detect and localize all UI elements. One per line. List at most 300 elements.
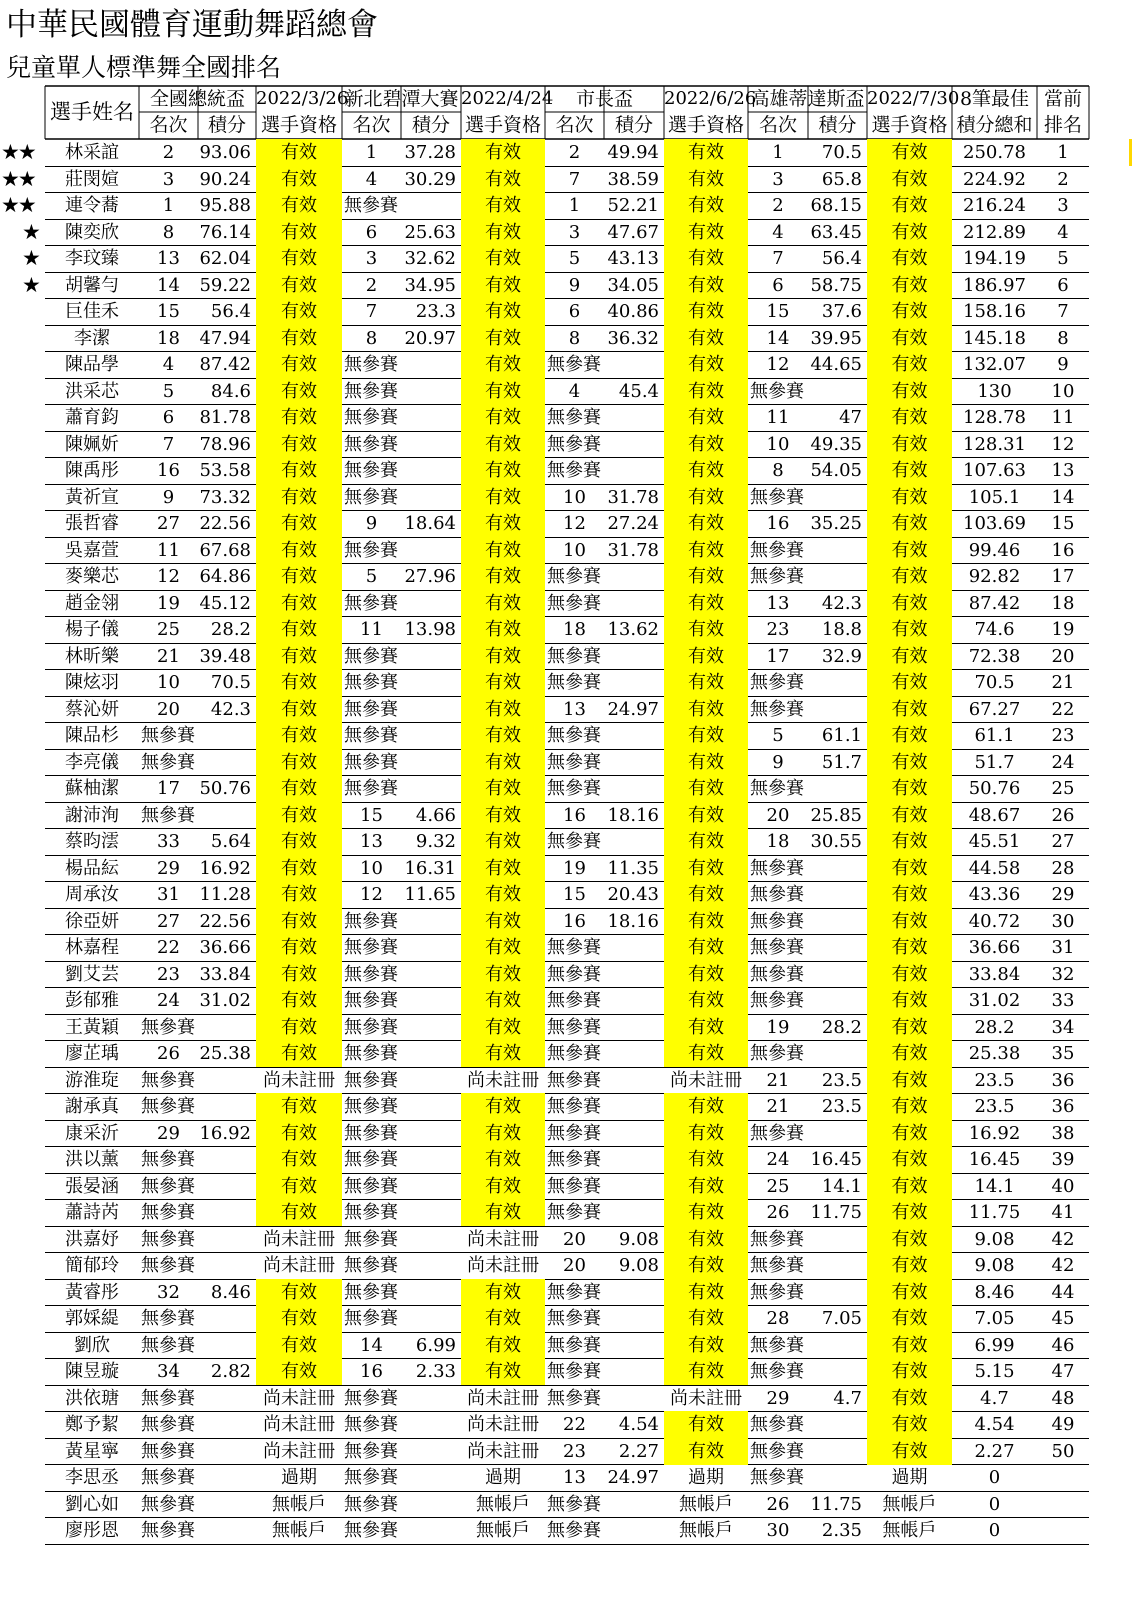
place-cell: 無參賽 [141,1017,195,1038]
score-cell: 25.85 [810,805,862,826]
header-event-name: 全國總統盃 [149,88,245,110]
place-cell: 11 [360,619,383,640]
eligibility-cell: 有效 [461,457,545,484]
place-cell: 無參賽 [141,1096,195,1117]
score-cell: 28.2 [210,619,251,640]
eligibility-cell: 有效 [461,139,545,166]
place-cell: 無參賽 [750,381,804,402]
eligibility-cell: 有效 [461,934,545,961]
place-cell: 1 [568,195,581,216]
place-cell: 無參賽 [547,1149,601,1170]
total-cell: 40.72 [968,911,1021,932]
rank-cell: 40 [1051,1176,1075,1197]
rank-cell: 38 [1051,1123,1075,1144]
rank-cell: 46 [1051,1335,1075,1356]
place-cell: 無參賽 [547,1043,601,1064]
score-cell: 62.04 [199,248,251,269]
eligibility-cell: 有效 [256,1279,342,1306]
eligibility-cell: 有效 [256,749,342,776]
place-cell: 無參賽 [750,540,804,561]
eligibility-cell: 有效 [867,219,952,246]
place-cell: 15 [563,884,586,905]
eligibility-cell: 有效 [256,696,342,723]
rank-cell: 35 [1051,1043,1075,1064]
place-cell: 5 [365,566,378,587]
total-cell: 48.67 [968,805,1021,826]
score-cell: 5.64 [210,831,251,852]
place-cell: 34 [157,1361,180,1382]
total-cell: 70.5 [974,672,1015,693]
place-cell: 17 [766,646,790,667]
eligibility-cell: 有效 [664,934,748,961]
place-cell: 13 [157,248,180,269]
place-cell: 10 [563,540,586,561]
eligibility-cell: 有效 [664,987,748,1014]
place-cell: 無參賽 [141,752,195,773]
score-cell: 31.02 [199,990,251,1011]
eligibility-cell: 有效 [867,1067,952,1094]
eligibility-cell: 有效 [867,510,952,537]
eligibility-cell: 尚未註冊 [670,1070,742,1091]
score-cell: 8.46 [210,1282,251,1303]
eligibility-cell: 有效 [867,484,952,511]
eligibility-cell: 有效 [664,855,748,882]
eligibility-cell: 有效 [461,987,545,1014]
eligibility-cell: 有效 [867,1040,952,1067]
place-cell: 無參賽 [750,858,804,879]
eligibility-cell: 有效 [664,484,748,511]
score-cell: 11.65 [404,884,456,905]
player-name: 陳奕欣 [65,222,119,243]
rank-cell: 15 [1051,513,1075,534]
eligibility-cell: 有效 [461,828,545,855]
place-cell: 25 [766,1176,790,1197]
eligibility-cell: 有效 [867,378,952,405]
eligibility-cell: 有效 [256,643,342,670]
eligibility-cell: 有效 [664,775,748,802]
eligibility-cell: 有效 [256,139,342,166]
place-cell: 無參賽 [344,937,398,958]
player-name: 鄭予絜 [65,1414,119,1435]
eligibility-cell: 有效 [664,245,748,272]
place-cell: 22 [157,937,180,958]
place-cell: 無參賽 [750,1335,804,1356]
rank-cell: 16 [1051,540,1075,561]
place-cell: 無參賽 [344,407,398,428]
total-cell: 4.7 [980,1388,1009,1409]
rank-cell: 23 [1051,725,1075,746]
eligibility-cell: 有效 [664,802,748,829]
total-cell: 0 [988,1467,1001,1488]
header-eligibility: 選手資格 [871,114,948,136]
place-cell: 15 [360,805,383,826]
eligibility-cell: 有效 [461,431,545,458]
score-cell: 37.6 [821,301,862,322]
place-cell: 4 [162,354,175,375]
player-name: 蔡昀澐 [65,831,119,852]
eligibility-cell: 有效 [867,1332,952,1359]
score-cell: 31.78 [607,487,659,508]
header-event-name: 新北碧潭大賽 [344,88,459,110]
place-cell: 無參賽 [344,1520,398,1541]
score-cell: 22.56 [199,513,251,534]
eligibility-cell: 無帳戶 [679,1520,733,1541]
total-cell: 67.27 [968,699,1021,720]
place-cell: 無參賽 [344,1017,398,1038]
score-cell: 90.24 [199,169,251,190]
score-cell: 24.97 [607,1467,659,1488]
eligibility-cell: 尚未註冊 [263,1388,335,1409]
total-cell: 31.02 [968,990,1021,1011]
place-cell: 無參賽 [547,778,601,799]
eligibility-cell: 有效 [664,537,748,564]
score-cell: 81.78 [199,407,251,428]
place-cell: 5 [568,248,581,269]
player-name: 陳品學 [65,354,119,375]
eligibility-cell: 尚未註冊 [467,1229,539,1250]
rank-cell: 12 [1051,434,1075,455]
place-cell: 無參賽 [547,1202,601,1223]
total-cell: 36.66 [968,937,1021,958]
score-cell: 11.35 [607,858,659,879]
place-cell: 20 [766,805,790,826]
place-cell: 3 [162,169,175,190]
eligibility-cell: 有效 [664,1226,748,1253]
place-cell: 13 [563,699,586,720]
score-cell: 51.7 [821,752,862,773]
place-cell: 33 [157,831,180,852]
eligibility-cell: 有效 [461,643,545,670]
place-cell: 無參賽 [547,1282,601,1303]
score-cell: 9.08 [618,1229,659,1250]
score-cell: 70.5 [210,672,251,693]
eligibility-cell: 有效 [461,563,545,590]
place-cell: 17 [157,778,180,799]
place-cell: 無參賽 [750,1361,804,1382]
eligibility-cell: 有效 [867,987,952,1014]
eligibility-cell: 有效 [461,484,545,511]
eligibility-cell: 有效 [461,722,545,749]
place-cell: 無參賽 [750,911,804,932]
page-subtitle: 兒童單人標準舞全國排名 [6,53,282,82]
place-cell: 無參賽 [750,884,804,905]
total-cell: 72.38 [968,646,1021,667]
total-cell: 130 [977,381,1012,402]
player-name: 張晏涵 [65,1176,119,1197]
rank-cell: 49 [1051,1414,1075,1435]
score-cell: 27.96 [404,566,456,587]
score-cell: 2.27 [618,1441,659,1462]
place-cell: 無參賽 [344,1282,398,1303]
place-cell: 24 [766,1149,790,1170]
score-cell: 23.3 [415,301,456,322]
eligibility-cell: 有效 [867,722,952,749]
place-cell: 無參賽 [344,1388,398,1409]
rank-cell: 14 [1051,487,1075,508]
rank-cell: 19 [1051,619,1075,640]
player-name: 楊品紜 [65,858,119,879]
score-cell: 2.35 [821,1520,862,1541]
place-cell: 無參賽 [344,540,398,561]
place-cell: 無參賽 [750,1229,804,1250]
eligibility-cell: 有效 [867,616,952,643]
place-cell: 無參賽 [344,964,398,985]
player-name: 林昕樂 [65,646,119,667]
place-cell: 6 [162,407,175,428]
place-cell: 1 [365,142,378,163]
eligibility-cell: 尚未註冊 [467,1070,539,1091]
eligibility-cell: 尚未註冊 [263,1229,335,1250]
total-cell: 74.6 [974,619,1015,640]
player-name: 蕭育鈞 [65,407,119,428]
rank-cell: 24 [1051,752,1075,773]
place-cell: 無參賽 [344,1123,398,1144]
player-name: 郭婇緹 [65,1308,119,1329]
score-cell: 16.45 [810,1149,862,1170]
place-cell: 無參賽 [344,1467,398,1488]
header-event-name: 高雄蒂達斯盃 [750,88,865,110]
score-cell: 50.76 [199,778,251,799]
score-cell: 49.35 [810,434,862,455]
eligibility-cell: 有效 [867,775,952,802]
rank-cell: 8 [1057,328,1069,349]
place-cell: 無參賽 [141,1176,195,1197]
eligibility-cell: 有效 [664,722,748,749]
header-score: 積分 [207,114,246,136]
place-cell: 23 [157,964,180,985]
total-cell: 23.5 [974,1096,1015,1117]
place-cell: 31 [157,884,180,905]
eligibility-cell: 有效 [256,404,342,431]
place-cell: 無參賽 [344,195,398,216]
eligibility-cell: 有效 [867,272,952,299]
place-cell: 32 [157,1282,180,1303]
place-cell: 8 [568,328,581,349]
rank-cell: 30 [1051,911,1075,932]
eligibility-cell: 有效 [256,1173,342,1200]
eligibility-cell: 有效 [461,272,545,299]
place-cell: 25 [157,619,180,640]
place-cell: 30 [766,1520,790,1541]
score-cell: 38.59 [607,169,659,190]
eligibility-cell: 尚未註冊 [467,1255,539,1276]
place-cell: 9 [568,275,581,296]
rank-cell: 26 [1051,805,1075,826]
player-name: 王黃穎 [65,1017,119,1038]
header-event-date: 2022/3/26 [256,88,349,109]
place-cell: 11 [766,407,790,428]
player-name: 蕭詩芮 [65,1202,119,1223]
score-cell: 18.64 [404,513,456,534]
score-cell: 40.86 [607,301,659,322]
total-cell: 0 [988,1520,1001,1541]
eligibility-cell: 有效 [256,378,342,405]
score-cell: 95.88 [199,195,251,216]
place-cell: 無參賽 [547,1123,601,1144]
eligibility-cell: 有效 [461,1199,545,1226]
eligibility-cell: 有效 [867,1120,952,1147]
eligibility-cell: 有效 [461,1146,545,1173]
score-cell: 47.94 [199,328,251,349]
score-cell: 30.55 [810,831,862,852]
rank-cell: 41 [1051,1202,1075,1223]
place-cell: 26 [766,1202,790,1223]
score-cell: 70.5 [821,142,862,163]
player-name: 李思丞 [65,1467,119,1488]
score-cell: 39.48 [199,646,251,667]
score-cell: 93.06 [199,142,251,163]
score-cell: 84.6 [210,381,251,402]
place-cell: 21 [766,1096,790,1117]
rank-cell: 28 [1051,858,1075,879]
header-event-date: 2022/6/26 [664,88,757,109]
eligibility-cell: 有效 [256,484,342,511]
total-cell: 158.16 [963,301,1026,322]
score-cell: 43.13 [607,248,659,269]
eligibility-cell: 有效 [867,908,952,935]
score-cell: 18.16 [607,911,659,932]
score-cell: 42.3 [821,593,862,614]
player-name: 周承汝 [65,884,119,905]
eligibility-cell: 無帳戶 [272,1494,326,1515]
eligibility-cell: 有效 [461,192,545,219]
total-cell: 7.05 [974,1308,1015,1329]
score-cell: 45.12 [199,593,251,614]
place-cell: 24 [157,990,180,1011]
eligibility-cell: 有效 [664,404,748,431]
place-cell: 6 [568,301,581,322]
score-cell: 58.75 [810,275,862,296]
player-name: 黃睿彤 [65,1282,119,1303]
score-cell: 13.98 [404,619,456,640]
player-name: 莊閔媗 [65,169,119,190]
place-cell: 9 [162,487,175,508]
eligibility-cell: 有效 [461,1120,545,1147]
place-cell: 無參賽 [344,672,398,693]
place-cell: 無參賽 [750,990,804,1011]
eligibility-cell: 有效 [664,1411,748,1438]
eligibility-cell: 有效 [461,404,545,431]
place-cell: 12 [766,354,790,375]
eligibility-cell: 有效 [461,510,545,537]
place-cell: 16 [563,911,586,932]
score-cell: 67.68 [199,540,251,561]
place-cell: 21 [766,1070,790,1091]
eligibility-cell: 有效 [256,669,342,696]
place-cell: 4 [365,169,378,190]
total-cell: 11.75 [968,1202,1021,1223]
place-cell: 無參賽 [547,1017,601,1038]
place-cell: 無參賽 [344,1176,398,1197]
place-cell: 4 [568,381,581,402]
header-event-date: 2022/7/30 [867,88,960,109]
place-cell: 8 [365,328,378,349]
total-cell: 5.15 [974,1361,1015,1382]
eligibility-cell: 有效 [867,457,952,484]
place-cell: 無參賽 [547,1070,601,1091]
eligibility-cell: 有效 [461,1040,545,1067]
eligibility-cell: 過期 [485,1467,521,1488]
star-icon: ★★ [1,193,35,217]
eligibility-cell: 有效 [664,1093,748,1120]
place-cell: 無參賽 [141,1229,195,1250]
total-cell: 216.24 [963,195,1026,216]
place-cell: 無參賽 [750,1441,804,1462]
eligibility-cell: 有效 [664,325,748,352]
eligibility-cell: 有效 [256,828,342,855]
score-cell: 78.96 [199,434,251,455]
player-name: 廖彤恩 [65,1520,119,1541]
score-cell: 47 [839,407,862,428]
place-cell: 無參賽 [141,725,195,746]
place-cell: 11 [157,540,180,561]
eligibility-cell: 有效 [867,961,952,988]
eligibility-cell: 有效 [256,722,342,749]
eligibility-cell: 有效 [256,1358,342,1385]
place-cell: 無參賽 [141,1467,195,1488]
score-cell: 13.62 [607,619,659,640]
eligibility-cell: 有效 [664,1358,748,1385]
rank-cell: 36 [1051,1070,1075,1091]
eligibility-cell: 有效 [256,325,342,352]
score-cell: 39.95 [810,328,862,349]
eligibility-cell: 有效 [664,1332,748,1359]
total-cell: 33.84 [968,964,1021,985]
player-name: 陳姵妡 [65,434,119,455]
rank-cell: 10 [1051,381,1075,402]
header-place: 名次 [352,114,391,136]
place-cell: 15 [157,301,180,322]
place-cell: 26 [766,1494,790,1515]
eligibility-cell: 有效 [867,1146,952,1173]
place-cell: 無參賽 [141,1335,195,1356]
place-cell: 無參賽 [344,1414,398,1435]
place-cell: 無參賽 [344,1043,398,1064]
total-cell: 61.1 [974,725,1015,746]
total-cell: 44.58 [968,858,1021,879]
eligibility-cell: 有效 [867,934,952,961]
eligibility-cell: 有效 [664,192,748,219]
score-cell: 16.92 [199,1123,251,1144]
score-cell: 30.29 [404,169,456,190]
place-cell: 28 [766,1308,790,1329]
total-cell: 25.38 [968,1043,1021,1064]
score-cell: 34.95 [404,275,456,296]
place-cell: 無參賽 [344,725,398,746]
player-name: 李玟臻 [65,248,119,269]
page-title: 中華民國體育運動舞蹈總會 [6,7,378,43]
header-eligibility: 選手資格 [260,114,337,136]
place-cell: 無參賽 [750,1282,804,1303]
rank-cell: 11 [1051,407,1075,428]
eligibility-cell: 無帳戶 [272,1520,326,1541]
eligibility-cell: 尚未註冊 [263,1070,335,1091]
rank-cell: 33 [1051,990,1075,1011]
rank-cell: 31 [1051,937,1075,958]
rank-cell: 22 [1051,699,1075,720]
eligibility-cell: 有效 [461,378,545,405]
place-cell: 14 [157,275,180,296]
score-cell: 42.3 [210,699,251,720]
total-cell: 50.76 [968,778,1021,799]
eligibility-cell: 有效 [867,245,952,272]
eligibility-cell: 有效 [461,245,545,272]
rank-cell: 36 [1051,1096,1075,1117]
place-cell: 13 [563,1467,586,1488]
player-name: 洪嘉妤 [65,1229,119,1250]
place-cell: 7 [365,301,378,322]
eligibility-cell: 有效 [664,616,748,643]
